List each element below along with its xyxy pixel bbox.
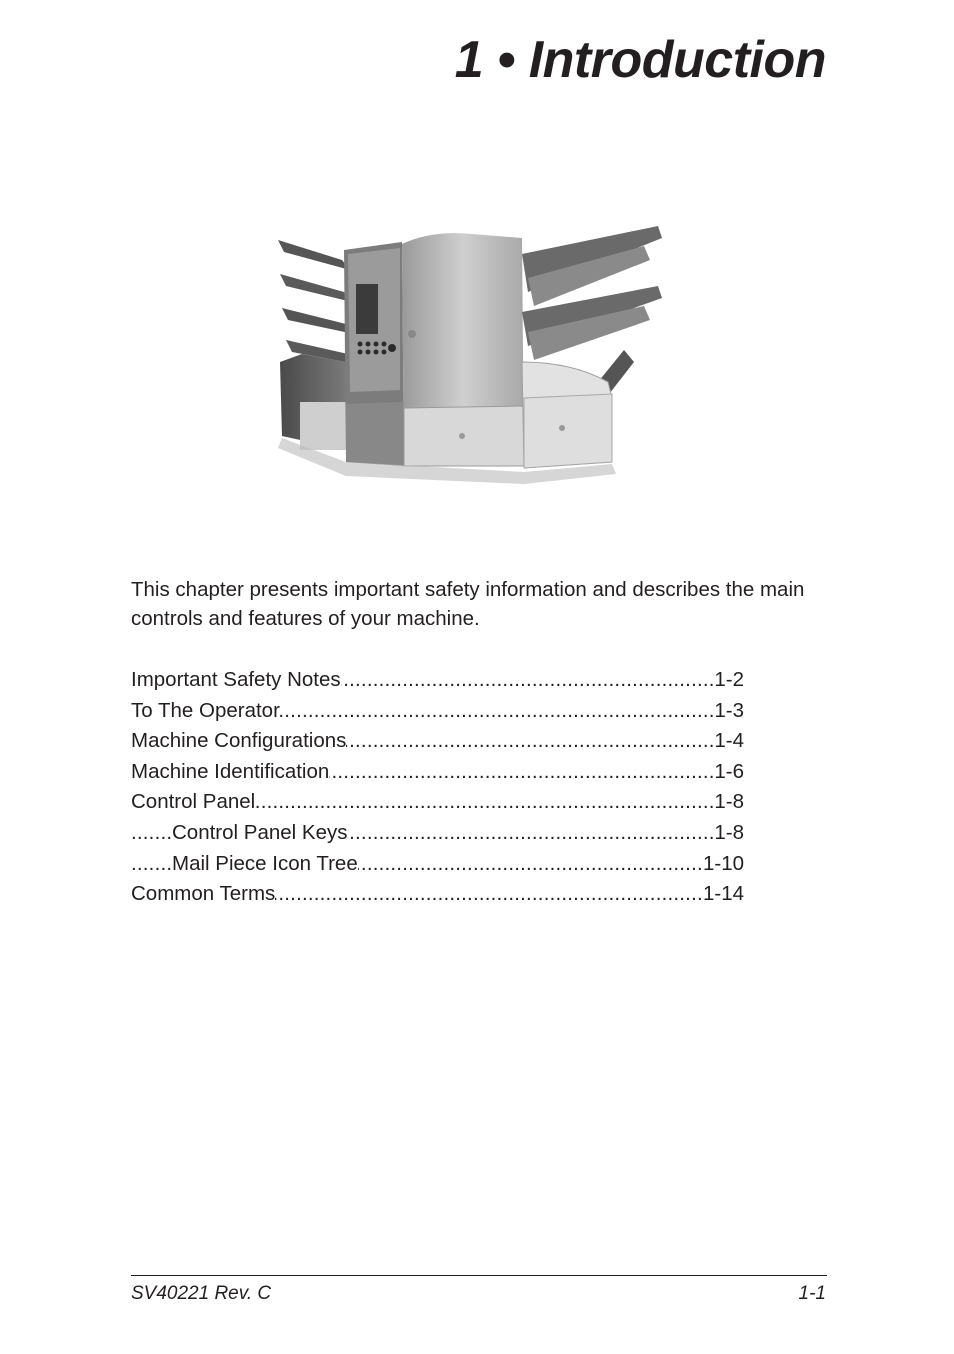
chapter-title: 1 • Introduction [454,31,826,89]
toc-entry-title: Machine Configurations [131,729,347,753]
toc-entry-title: To The Operator [131,698,280,722]
toc-entry-page: 1-8 [714,818,744,849]
toc-entry-page: 1-14 [703,879,744,910]
toc-entry-title: Important Safety Notes [131,668,341,691]
toc-subentry[interactable] [131,818,744,849]
toc-entry-title: Common Terms [131,882,276,906]
toc-subentry[interactable] [131,849,744,880]
toc-entry-page: 1-8 [714,787,744,818]
intro-paragraph: This chapter presents important safety information and describes the main controls and features of your machine. [131,578,805,630]
toc-entry[interactable] [131,787,744,818]
machine-illustration [272,222,668,498]
toc-entry-title: Control Panel Keys [172,820,348,844]
toc-entry-page: 1-2 [714,665,744,696]
footer-divider [131,1275,827,1276]
toc-entry[interactable] [131,757,744,788]
toc-entry-page: 1-4 [714,726,744,757]
table-of-contents [131,665,744,910]
toc-entry[interactable] [131,879,744,910]
page-number: 1-1 [798,1283,826,1304]
toc-entry[interactable] [131,665,744,696]
toc-entry-page: 1-10 [703,849,744,880]
toc-entry[interactable] [131,696,744,727]
toc-entry-title: Control Panel [131,790,256,814]
toc-entry-title: Machine Identification [131,759,330,783]
toc-entry-page: 1-6 [714,757,744,788]
toc-entry-page: 1-3 [714,696,744,727]
document-id: SV40221 Rev. C [131,1283,272,1304]
toc-entry[interactable] [131,726,744,757]
toc-entry-title: Mail Piece Icon Tree [172,851,358,875]
